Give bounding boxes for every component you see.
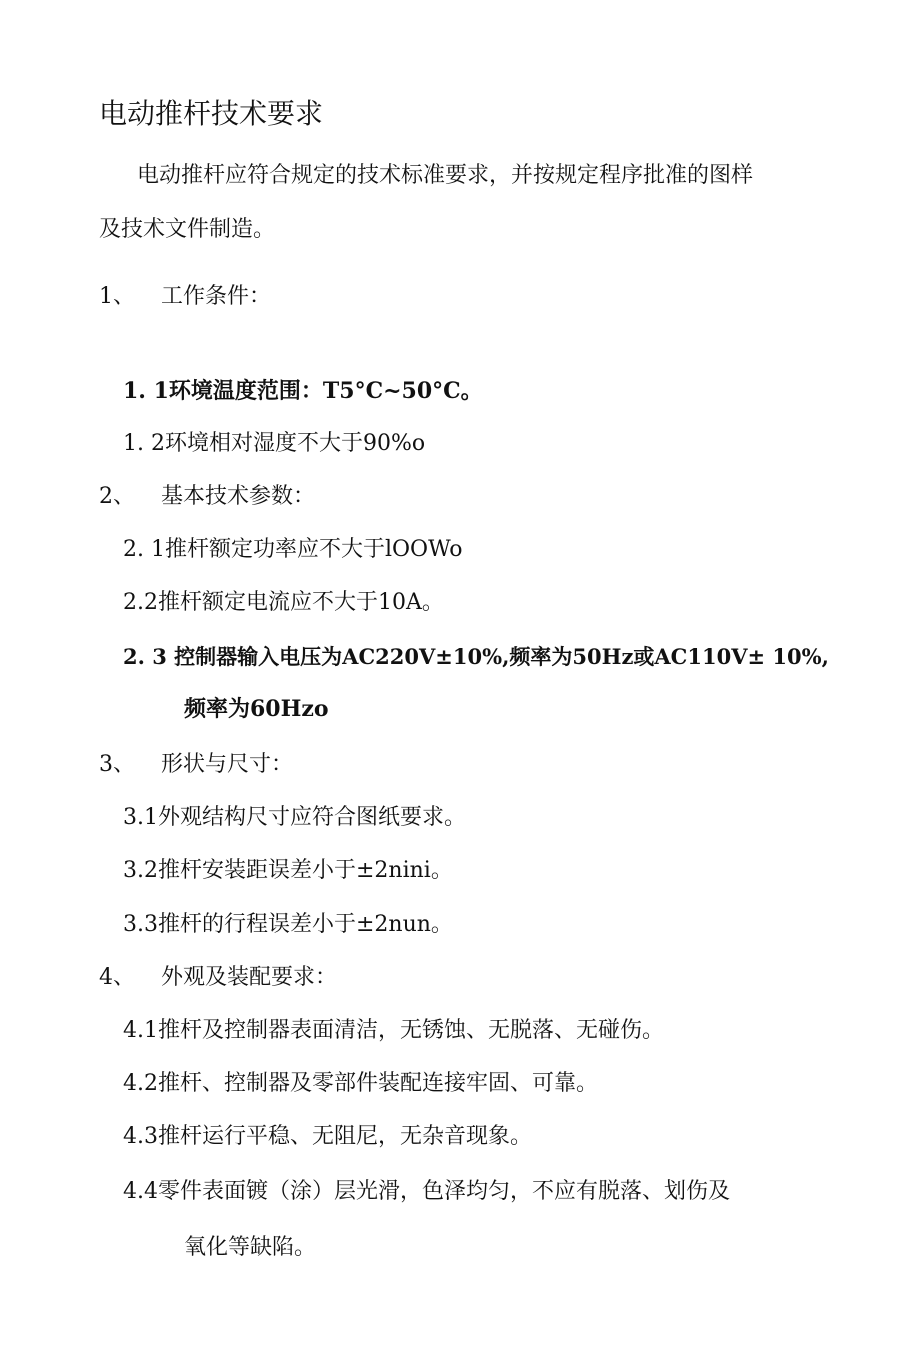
list-item-3-2: 3.2推杆安装距误差小于±2nini。 xyxy=(123,858,453,883)
intro-paragraph-line-1: 电动推杆应符合规定的技术标准要求，并按规定程序批准的图样 xyxy=(137,163,754,188)
section-heading-2 xyxy=(99,482,315,512)
list-item-2-1: 2. 1推杆额定功率应不大于lOOWo xyxy=(123,537,463,562)
section-number: 1、 xyxy=(99,284,135,309)
list-item-2-3: 2. 3 控制器输入电压为AC220V±10%,频率为50Hz或AC110V± 10%, xyxy=(123,644,829,669)
section-heading-3 xyxy=(99,750,293,780)
section-title: 工作条件： xyxy=(161,284,272,309)
section-heading-4 xyxy=(99,963,337,993)
list-item-1-2: 1. 2环境相对湿度不大于90%o xyxy=(123,431,426,456)
list-item-3-1: 3.1外观结构尺寸应符合图纸要求。 xyxy=(123,805,466,830)
page-title: 电动推杆技术要求 xyxy=(99,97,324,130)
list-item-4-4: 4.4零件表面镀（涂）层光滑，色泽均匀，不应有脱落、划伤及 xyxy=(123,1179,730,1204)
list-item-4-4-continuation: 氧化等缺陷。 xyxy=(184,1235,317,1260)
list-item-4-2: 4.2推杆、控制器及零部件装配连接牢固、可靠。 xyxy=(123,1071,598,1096)
section-number: 2、 xyxy=(99,484,135,509)
list-item-2-3-continuation: 频率为60Hzo xyxy=(184,696,329,722)
list-item-4-1: 4.1推杆及控制器表面清洁，无锈蚀、无脱落、无碰伤。 xyxy=(123,1018,664,1043)
list-item-2-2: 2.2推杆额定电流应不大于10A。 xyxy=(123,590,444,615)
list-item-3-3: 3.3推杆的行程误差小于±2nun。 xyxy=(123,912,453,937)
section-number: 4、 xyxy=(99,965,135,990)
section-heading-1 xyxy=(99,282,271,312)
intro-paragraph-line-2: 及技术文件制造。 xyxy=(99,217,276,242)
section-title: 基本技术参数： xyxy=(161,484,316,509)
section-title: 形状与尺寸： xyxy=(161,752,294,777)
section-number: 3、 xyxy=(99,752,135,777)
list-item-4-3: 4.3推杆运行平稳、无阻尼，无杂音现象。 xyxy=(123,1124,532,1149)
list-item-1-1: 1. 1环境温度范围：T5°C~50°C。 xyxy=(123,378,483,404)
section-title: 外观及装配要求： xyxy=(161,965,338,990)
